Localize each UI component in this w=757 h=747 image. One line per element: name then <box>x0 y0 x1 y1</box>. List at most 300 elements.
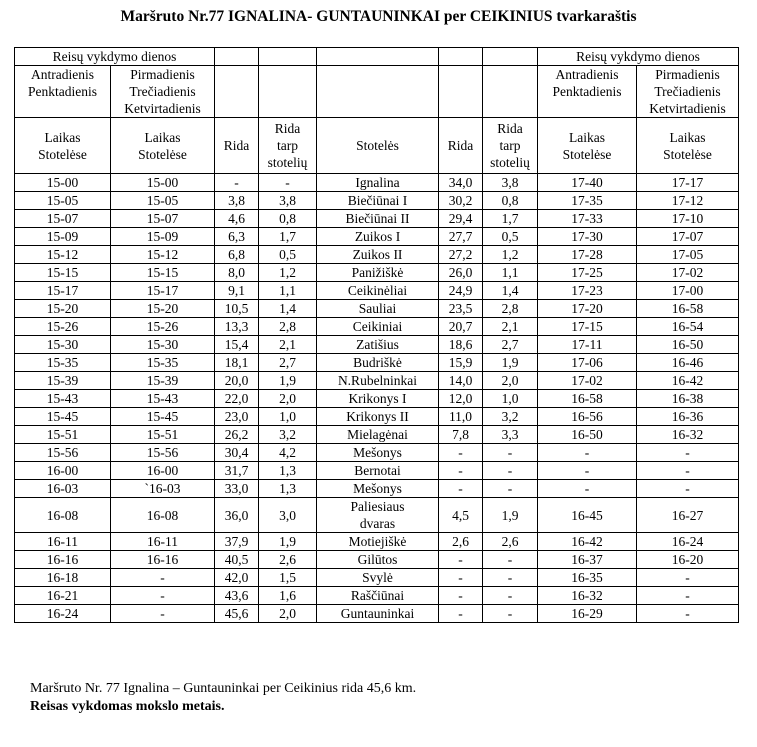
time-outbound-group1: 15-26 <box>15 318 111 336</box>
header-line: Stotelėse <box>663 146 712 162</box>
stop-name <box>317 426 439 444</box>
time-return-group2: 16-46 <box>637 354 739 372</box>
distance-between: 2,0 <box>259 390 317 408</box>
time-outbound-group1: 15-05 <box>15 192 111 210</box>
distance-between: 4,2 <box>259 444 317 462</box>
stop-name-line: Ceikinėliai <box>347 283 408 298</box>
stop-name <box>317 390 439 408</box>
header-line: Pirmadienis <box>130 67 195 82</box>
stop-name-line: Motiejiškė <box>348 534 407 549</box>
distance: 15,4 <box>215 336 259 354</box>
stop-name <box>317 372 439 390</box>
distance-return: 23,5 <box>439 300 483 318</box>
stop-name <box>317 246 439 264</box>
stop-name-line: N.Rubelninkai <box>337 373 418 388</box>
time-return-group2: 16-50 <box>637 336 739 354</box>
distance-between: 1,0 <box>259 408 317 426</box>
time-outbound-group2: 16-16 <box>111 551 215 569</box>
stop-name-line: Bernotai <box>354 463 401 478</box>
distance: 40,5 <box>215 551 259 569</box>
col-laikas-2 <box>111 118 215 174</box>
distance: 33,0 <box>215 480 259 498</box>
header-line: Laikas <box>144 129 181 145</box>
table-row <box>15 444 739 462</box>
stop-name-line: Krikonys I <box>348 391 407 406</box>
table-row <box>15 551 739 569</box>
stop-name-line: dvaras <box>359 516 396 531</box>
time-outbound-group2: 15-12 <box>111 246 215 264</box>
header-line: Trečiadienis <box>654 84 721 99</box>
distance-between: 0,5 <box>259 246 317 264</box>
distance: 37,9 <box>215 533 259 551</box>
col-stoteles: Stotelės <box>317 118 439 174</box>
time-return-group1: 17-23 <box>538 282 637 300</box>
time-outbound-group1: 16-03 <box>15 480 111 498</box>
weekdays-group1-left <box>15 66 111 118</box>
time-outbound-group2: `16-03 <box>111 480 215 498</box>
time-outbound-group2: 15-20 <box>111 300 215 318</box>
distance-between: 1,9 <box>259 372 317 390</box>
time-outbound-group2: 15-30 <box>111 336 215 354</box>
stop-name <box>317 408 439 426</box>
time-return-group2: 17-17 <box>637 174 739 192</box>
stop-name <box>317 210 439 228</box>
time-return-group2: 16-36 <box>637 408 739 426</box>
time-outbound-group1: 15-30 <box>15 336 111 354</box>
time-outbound-group2: 15-17 <box>111 282 215 300</box>
time-return-group1: 16-56 <box>538 408 637 426</box>
distance-between-return: 1,7 <box>483 210 538 228</box>
table-row <box>15 336 739 354</box>
distance-between-return: 1,1 <box>483 264 538 282</box>
table-row <box>15 192 739 210</box>
time-return-group2: - <box>637 444 739 462</box>
time-outbound-group2: 15-09 <box>111 228 215 246</box>
header-line: Antradienis <box>555 67 619 82</box>
stop-name-line: Sauliai <box>358 301 397 316</box>
time-outbound-group1: 16-08 <box>15 498 111 533</box>
stop-name <box>317 282 439 300</box>
distance-return: 11,0 <box>439 408 483 426</box>
stop-name-line: Zatišius <box>356 337 399 352</box>
time-outbound-group2: 16-08 <box>111 498 215 533</box>
time-outbound-group1: 15-56 <box>15 444 111 462</box>
distance-between: 3,8 <box>259 192 317 210</box>
table-row <box>15 300 739 318</box>
stop-name-line: Krikonys II <box>346 409 409 424</box>
distance-between: 3,0 <box>259 498 317 533</box>
distance-return: 26,0 <box>439 264 483 282</box>
header-line: Penktadienis <box>28 84 97 99</box>
time-outbound-group2: 15-15 <box>111 264 215 282</box>
time-outbound-group2: - <box>111 587 215 605</box>
stop-name <box>317 462 439 480</box>
table-row <box>15 390 739 408</box>
table-row <box>15 210 739 228</box>
time-outbound-group2: 16-11 <box>111 533 215 551</box>
header-line: Rida <box>274 121 301 136</box>
time-return-group1: 16-42 <box>538 533 637 551</box>
distance-between-return: 2,1 <box>483 318 538 336</box>
distance-return: - <box>439 444 483 462</box>
distance-return: 15,9 <box>439 354 483 372</box>
time-return-group1: 17-33 <box>538 210 637 228</box>
stop-name <box>317 228 439 246</box>
time-return-group2: 16-42 <box>637 372 739 390</box>
stop-name <box>317 498 439 533</box>
time-return-group2: 17-10 <box>637 210 739 228</box>
distance-return: 4,5 <box>439 498 483 533</box>
table-row <box>15 569 739 587</box>
stop-name-line: Gilūtos <box>357 552 398 567</box>
time-outbound-group1: 16-24 <box>15 605 111 623</box>
time-outbound-group2: 15-39 <box>111 372 215 390</box>
header-line: Laikas <box>44 129 81 145</box>
distance: 45,6 <box>215 605 259 623</box>
stop-name-line: Ceikiniai <box>352 319 403 334</box>
time-outbound-group1: 15-07 <box>15 210 111 228</box>
distance-between-return: 1,4 <box>483 282 538 300</box>
table-row <box>15 480 739 498</box>
distance-between: - <box>259 174 317 192</box>
time-return-group2: 16-38 <box>637 390 739 408</box>
time-outbound-group2: 15-51 <box>111 426 215 444</box>
distance-between: 1,4 <box>259 300 317 318</box>
distance: 6,3 <box>215 228 259 246</box>
table-row <box>15 462 739 480</box>
distance-between-return: 3,3 <box>483 426 538 444</box>
time-return-group2: 17-12 <box>637 192 739 210</box>
distance: 13,3 <box>215 318 259 336</box>
distance-return: 18,6 <box>439 336 483 354</box>
distance-between: 0,8 <box>259 210 317 228</box>
time-return-group1: 16-45 <box>538 498 637 533</box>
time-return-group2: 16-20 <box>637 551 739 569</box>
time-return-group1: 16-58 <box>538 390 637 408</box>
distance: 6,8 <box>215 246 259 264</box>
distance-between: 2,0 <box>259 605 317 623</box>
time-outbound-group2: 15-43 <box>111 390 215 408</box>
distance: 26,2 <box>215 426 259 444</box>
time-outbound-group1: 15-45 <box>15 408 111 426</box>
distance: 10,5 <box>215 300 259 318</box>
distance: 3,8 <box>215 192 259 210</box>
header-line: Stotelėse <box>138 146 187 162</box>
col-rida-return: Rida <box>439 118 483 174</box>
distance-between-return: 0,8 <box>483 192 538 210</box>
time-outbound-group1: 16-11 <box>15 533 111 551</box>
weekdays-group2-left <box>111 66 215 118</box>
time-outbound-group1: 16-21 <box>15 587 111 605</box>
time-outbound-group1: 16-00 <box>15 462 111 480</box>
distance: 31,7 <box>215 462 259 480</box>
stop-name <box>317 264 439 282</box>
distance: 43,6 <box>215 587 259 605</box>
time-return-group1: 16-35 <box>538 569 637 587</box>
time-outbound-group2: 15-26 <box>111 318 215 336</box>
distance-return: - <box>439 605 483 623</box>
stop-name <box>317 300 439 318</box>
header-line: Ketvirtadienis <box>649 101 726 116</box>
distance-between: 1,6 <box>259 587 317 605</box>
table-row <box>15 318 739 336</box>
stop-name <box>317 444 439 462</box>
table-row <box>15 354 739 372</box>
distance: 42,0 <box>215 569 259 587</box>
stop-name-line: Mešonys <box>353 445 402 460</box>
school-year-note: Reisas vykdomas mokslo metais. <box>30 699 225 714</box>
time-outbound-group1: 15-12 <box>15 246 111 264</box>
distance-between-return: 0,5 <box>483 228 538 246</box>
time-outbound-group1: 15-39 <box>15 372 111 390</box>
stop-name <box>317 569 439 587</box>
time-return-group1: - <box>538 480 637 498</box>
stop-name-line: Ignalina <box>355 175 400 190</box>
distance-between: 3,2 <box>259 426 317 444</box>
time-return-group1: 17-40 <box>538 174 637 192</box>
distance-between-return: 2,8 <box>483 300 538 318</box>
stop-name-line: Paliesiaus <box>350 499 405 514</box>
stop-name-line: Budriškė <box>353 355 402 370</box>
stop-name <box>317 551 439 569</box>
header-line: Laikas <box>569 129 605 145</box>
table-row <box>15 426 739 444</box>
stop-name-line: Panižiškė <box>351 265 404 280</box>
distance-between: 1,2 <box>259 264 317 282</box>
header-row-weekdays <box>15 66 739 118</box>
distance-return: - <box>439 480 483 498</box>
time-outbound-group1: 15-00 <box>15 174 111 192</box>
time-return-group2: 17-05 <box>637 246 739 264</box>
distance: 9,1 <box>215 282 259 300</box>
distance-between: 2,7 <box>259 354 317 372</box>
distance-return: 2,6 <box>439 533 483 551</box>
table-row <box>15 587 739 605</box>
stop-name <box>317 192 439 210</box>
distance-between: 1,3 <box>259 480 317 498</box>
header-line: Rida <box>497 121 523 136</box>
table-row <box>15 174 739 192</box>
distance-return: 30,2 <box>439 192 483 210</box>
weekdays-group2-right <box>637 66 739 118</box>
distance-between-return: 3,8 <box>483 174 538 192</box>
stop-name <box>317 533 439 551</box>
time-outbound-group1: 16-16 <box>15 551 111 569</box>
time-return-group1: - <box>538 462 637 480</box>
time-outbound-group2: 16-00 <box>111 462 215 480</box>
time-return-group1: 17-30 <box>538 228 637 246</box>
distance-return: 29,4 <box>439 210 483 228</box>
distance-between-return: 3,2 <box>483 408 538 426</box>
distance-between: 1,7 <box>259 228 317 246</box>
header-row-columns <box>15 118 739 174</box>
header-row-days <box>15 48 739 66</box>
route-distance-note: Maršruto Nr. 77 Ignalina – Guntauninkai per Ceikinius rida 45,6 km. <box>30 681 417 696</box>
time-return-group1: 16-50 <box>538 426 637 444</box>
time-return-group1: 16-32 <box>538 587 637 605</box>
time-return-group2: - <box>637 569 739 587</box>
distance-between-return: - <box>483 480 538 498</box>
col-laikas-3 <box>538 118 637 174</box>
time-return-group1: 17-11 <box>538 336 637 354</box>
timetable <box>14 47 739 623</box>
header-line: Trečiadienis <box>129 84 196 99</box>
distance: 30,4 <box>215 444 259 462</box>
header-line: Stotelėse <box>38 146 87 162</box>
time-outbound-group2: - <box>111 569 215 587</box>
time-return-group1: 17-02 <box>538 372 637 390</box>
distance-return: - <box>439 551 483 569</box>
time-outbound-group2: 15-00 <box>111 174 215 192</box>
page-title: Maršruto Nr.77 IGNALINA- GUNTAUNINKAI per CEIKINIUS tvarkaraštis <box>120 8 637 25</box>
time-return-group1: 17-20 <box>538 300 637 318</box>
col-rida-tarp <box>259 118 317 174</box>
distance: - <box>215 174 259 192</box>
header-line: Penktadienis <box>552 84 622 99</box>
time-return-group2: - <box>637 587 739 605</box>
table-row <box>15 264 739 282</box>
time-outbound-group1: 15-43 <box>15 390 111 408</box>
stop-name-line: Guntauninkai <box>340 606 415 621</box>
time-return-group1: 17-06 <box>538 354 637 372</box>
time-outbound-group1: 16-18 <box>15 569 111 587</box>
time-return-group2: 16-58 <box>637 300 739 318</box>
distance-return: 27,2 <box>439 246 483 264</box>
time-outbound-group1: 15-20 <box>15 300 111 318</box>
stop-name-line: Raščiūnai <box>350 588 405 603</box>
distance: 22,0 <box>215 390 259 408</box>
table-row <box>15 533 739 551</box>
distance-between: 1,9 <box>259 533 317 551</box>
stop-name <box>317 318 439 336</box>
header-line: stotelių <box>490 155 530 170</box>
distance-between: 1,5 <box>259 569 317 587</box>
distance-return: 24,9 <box>439 282 483 300</box>
col-laikas-4 <box>637 118 739 174</box>
weekdays-group1-right <box>538 66 637 118</box>
time-return-group1: 17-15 <box>538 318 637 336</box>
distance-between-return: 2,7 <box>483 336 538 354</box>
stop-name-line: Biečiūnai II <box>345 211 410 226</box>
distance-between: 1,1 <box>259 282 317 300</box>
distance-return: 27,7 <box>439 228 483 246</box>
distance-between-return: 1,9 <box>483 354 538 372</box>
time-return-group2: - <box>637 605 739 623</box>
time-return-group1: - <box>538 444 637 462</box>
time-return-group2: 17-07 <box>637 228 739 246</box>
distance-between: 2,8 <box>259 318 317 336</box>
time-return-group2: 16-32 <box>637 426 739 444</box>
stop-name-line: Mielagėnai <box>347 427 408 442</box>
distance-between-return: - <box>483 569 538 587</box>
header-line: Antradienis <box>31 67 94 82</box>
distance-between-return: 2,0 <box>483 372 538 390</box>
time-outbound-group1: 15-09 <box>15 228 111 246</box>
distance-return: 14,0 <box>439 372 483 390</box>
time-return-group2: 16-54 <box>637 318 739 336</box>
col-rida: Rida <box>215 118 259 174</box>
table-row <box>15 246 739 264</box>
distance-between-return: 1,2 <box>483 246 538 264</box>
time-outbound-group1: 15-15 <box>15 264 111 282</box>
table-row <box>15 498 739 533</box>
time-return-group2: 16-24 <box>637 533 739 551</box>
distance-between-return: - <box>483 605 538 623</box>
stop-name-line: Mešonys <box>353 481 402 496</box>
time-return-group1: 16-29 <box>538 605 637 623</box>
col-laikas-1 <box>15 118 111 174</box>
distance-return: 34,0 <box>439 174 483 192</box>
table-row <box>15 228 739 246</box>
time-return-group2: - <box>637 462 739 480</box>
distance: 20,0 <box>215 372 259 390</box>
header-line: tarp <box>277 138 298 153</box>
distance-between: 1,3 <box>259 462 317 480</box>
time-return-group2: 16-27 <box>637 498 739 533</box>
distance-between-return: 1,9 <box>483 498 538 533</box>
time-outbound-group2: 15-35 <box>111 354 215 372</box>
days-label-right: Reisų vykdymo dienos <box>538 48 739 66</box>
header-line: stotelių <box>267 155 308 170</box>
header-line: tarp <box>499 138 521 153</box>
header-line: Laikas <box>669 129 706 145</box>
distance: 23,0 <box>215 408 259 426</box>
distance-return: 12,0 <box>439 390 483 408</box>
time-outbound-group2: 15-56 <box>111 444 215 462</box>
table-row <box>15 605 739 623</box>
time-return-group2: - <box>637 480 739 498</box>
distance-return: - <box>439 569 483 587</box>
distance-return: - <box>439 587 483 605</box>
stop-name <box>317 354 439 372</box>
table-row <box>15 372 739 390</box>
distance: 8,0 <box>215 264 259 282</box>
time-outbound-group1: 15-17 <box>15 282 111 300</box>
distance-return: 20,7 <box>439 318 483 336</box>
time-return-group1: 16-37 <box>538 551 637 569</box>
stop-name <box>317 587 439 605</box>
stop-name-line: Svylė <box>362 570 393 585</box>
time-outbound-group2: - <box>111 605 215 623</box>
distance: 18,1 <box>215 354 259 372</box>
distance-between-return: 1,0 <box>483 390 538 408</box>
table-row <box>15 282 739 300</box>
distance-return: - <box>439 462 483 480</box>
footer-notes <box>30 680 416 716</box>
time-outbound-group1: 15-35 <box>15 354 111 372</box>
header-line: Pirmadienis <box>655 67 720 82</box>
distance-between-return: - <box>483 444 538 462</box>
time-outbound-group2: 15-05 <box>111 192 215 210</box>
distance-between-return: - <box>483 587 538 605</box>
stop-name-line: Zuikos I <box>354 229 401 244</box>
distance-between-return: - <box>483 462 538 480</box>
distance-return: 7,8 <box>439 426 483 444</box>
time-outbound-group1: 15-51 <box>15 426 111 444</box>
time-outbound-group2: 15-45 <box>111 408 215 426</box>
distance: 4,6 <box>215 210 259 228</box>
col-rida-tarp-return <box>483 118 538 174</box>
stop-name <box>317 174 439 192</box>
time-outbound-group2: 15-07 <box>111 210 215 228</box>
stop-name-line: Biečiūnai I <box>347 193 408 208</box>
time-return-group2: 17-02 <box>637 264 739 282</box>
days-label-left: Reisų vykdymo dienos <box>15 48 215 66</box>
stop-name <box>317 605 439 623</box>
stop-name-line: Zuikos II <box>352 247 403 262</box>
header-line: Ketvirtadienis <box>124 101 201 116</box>
header-line: Stotelėse <box>562 146 612 162</box>
